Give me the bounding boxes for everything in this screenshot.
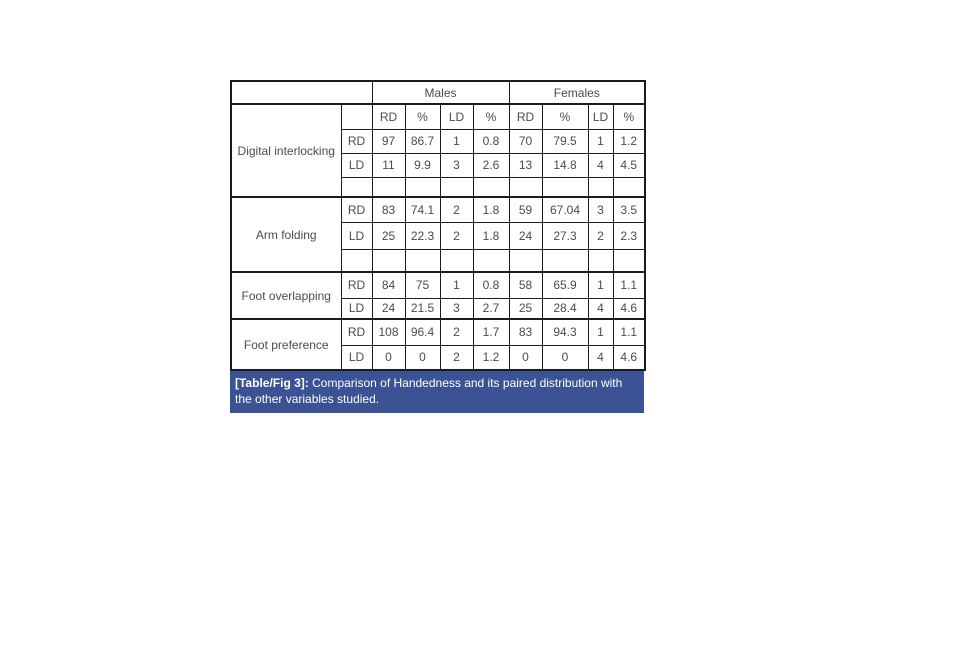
row-key: LD [341,222,372,249]
value-cell: 2 [440,319,473,345]
sub-header-females-ld: LD [588,104,613,129]
value-cell: 3 [440,153,473,177]
value-cell: 79.5 [542,129,588,153]
value-cell: 1.7 [473,319,509,345]
empty-cell [542,249,588,272]
sub-header-males-pct1: % [405,104,440,129]
handedness-table [230,80,646,371]
value-cell: 59 [509,197,542,222]
value-cell: 0 [405,345,440,370]
value-cell: 96.4 [405,319,440,345]
value-cell: 4.6 [613,345,645,370]
caption-text: Comparison of Handedness and its paired distribution with the other variables studied. [235,376,623,406]
empty-cell [405,177,440,197]
empty-cell [440,249,473,272]
empty-cell [405,249,440,272]
value-cell: 28.4 [542,298,588,319]
value-cell: 13 [509,153,542,177]
value-cell: 65.9 [542,272,588,298]
empty-cell [341,177,372,197]
value-cell: 24 [372,298,405,319]
empty-cell [372,249,405,272]
sub-header-row [231,104,645,129]
empty-corner-cell [231,81,372,104]
caption-tag: [Table/Fig 3]: [235,376,309,390]
empty-cell [473,249,509,272]
value-cell: 4.6 [613,298,645,319]
empty-cell [509,177,542,197]
value-cell: 25 [372,222,405,249]
value-cell: 4 [588,298,613,319]
value-cell: 9.9 [405,153,440,177]
value-cell: 67.04 [542,197,588,222]
empty-cell [341,249,372,272]
value-cell: 22.3 [405,222,440,249]
value-cell: 3.5 [613,197,645,222]
value-cell: 4 [588,153,613,177]
value-cell: 2.6 [473,153,509,177]
value-cell: 1.1 [613,272,645,298]
value-cell: 2 [440,222,473,249]
value-cell: 83 [372,197,405,222]
value-cell: 74.1 [405,197,440,222]
value-cell: 1.1 [613,319,645,345]
value-cell: 4 [588,345,613,370]
value-cell: 1.8 [473,197,509,222]
value-cell: 2 [440,197,473,222]
value-cell: 0.8 [473,272,509,298]
row-key: RD [341,129,372,153]
group-header-males: Males [372,81,509,104]
section-label-foot-overlapping: Foot overlapping [231,272,341,319]
sub-header-females-pct1: % [542,104,588,129]
value-cell: 3 [588,197,613,222]
value-cell: 1 [588,272,613,298]
value-cell: 0 [372,345,405,370]
value-cell: 1 [588,319,613,345]
empty-cell [613,177,645,197]
value-cell: 1.8 [473,222,509,249]
sub-header-females-rd: RD [509,104,542,129]
empty-cell [509,249,542,272]
row-key: RD [341,319,372,345]
value-cell: 1.2 [613,129,645,153]
value-cell: 27.3 [542,222,588,249]
sub-header-males-ld: LD [440,104,473,129]
value-cell: 1 [440,129,473,153]
sub-header-males-rd: RD [372,104,405,129]
table-row [231,272,645,298]
value-cell: 2.3 [613,222,645,249]
group-header-row [231,81,645,104]
value-cell: 1.2 [473,345,509,370]
value-cell: 1 [440,272,473,298]
value-cell: 108 [372,319,405,345]
value-cell: 2 [588,222,613,249]
value-cell: 11 [372,153,405,177]
row-key: LD [341,298,372,319]
empty-cell [588,249,613,272]
value-cell: 70 [509,129,542,153]
table-row [231,197,645,222]
value-cell: 2.7 [473,298,509,319]
row-key: LD [341,153,372,177]
group-header-females: Females [509,81,645,104]
value-cell: 25 [509,298,542,319]
value-cell: 94.3 [542,319,588,345]
value-cell: 0 [509,345,542,370]
value-cell: 84 [372,272,405,298]
value-cell: 97 [372,129,405,153]
value-cell: 21.5 [405,298,440,319]
value-cell: 14.8 [542,153,588,177]
value-cell: 24 [509,222,542,249]
empty-cell [440,177,473,197]
section-label-foot-preference: Foot preference [231,319,341,370]
section-label-digital-interlocking: Digital interlocking [231,104,341,197]
empty-cell [473,177,509,197]
empty-cell [372,177,405,197]
value-cell: 2 [440,345,473,370]
value-cell: 4.5 [613,153,645,177]
value-cell: 3 [440,298,473,319]
row-key: RD [341,197,372,222]
sub-header-females-pct2: % [613,104,645,129]
value-cell: 58 [509,272,542,298]
empty-key-cell [341,104,372,129]
value-cell: 0 [542,345,588,370]
row-key: RD [341,272,372,298]
table-row [231,319,645,345]
section-label-arm-folding: Arm folding [231,197,341,272]
value-cell: 86.7 [405,129,440,153]
value-cell: 83 [509,319,542,345]
row-key: LD [341,345,372,370]
empty-cell [542,177,588,197]
value-cell: 1 [588,129,613,153]
table-caption [230,371,644,413]
table-figure [230,80,644,413]
empty-cell [588,177,613,197]
value-cell: 75 [405,272,440,298]
value-cell: 0.8 [473,129,509,153]
sub-header-males-pct2: % [473,104,509,129]
empty-cell [613,249,645,272]
